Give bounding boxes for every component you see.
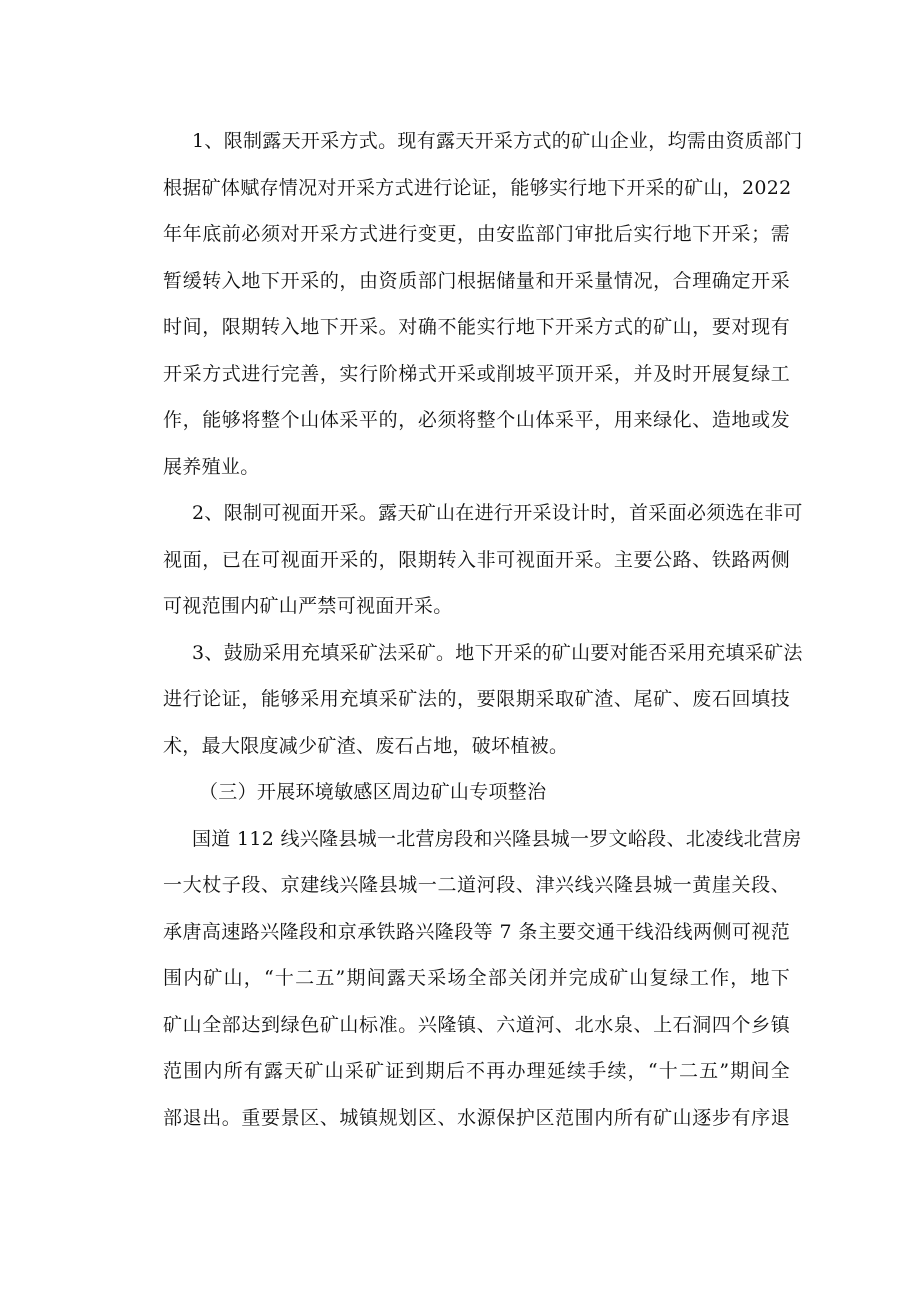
text-line: 可视范围内矿山严禁可视面开采。 xyxy=(163,595,453,617)
text-line: 2、限制可视面开采。露天矿山在进行开采设计时，首采面必须选在非可 xyxy=(192,502,803,524)
text-line: 承唐高速路兴隆段和京承铁路兴隆段等 7 条主要交通干线沿线两侧可视范 xyxy=(163,920,790,943)
section-heading xyxy=(134,769,790,816)
text-line: 1、限制露天开采方式。现有露天开采方式的矿山企业，均需由资质部门 xyxy=(192,130,803,152)
text-line: 作，能够将整个山体采平的，必须将整个山体采平，用来绿化、造地或发 xyxy=(163,409,790,431)
text-line: 时间，限期转入地下开采。对确不能实行地下开采方式的矿山，要对现有 xyxy=(163,316,790,338)
heading-text: （三）开展环境敏感区周边矿山专项整治 xyxy=(199,781,547,803)
text-line: 开采方式进行完善，实行阶梯式开采或削坡平顶开采，并及时开展复绿工 xyxy=(163,362,790,385)
text-line: 术，最大限度减少矿渣、废石占地，破坏植被。 xyxy=(163,734,569,757)
text-line: 3、鼓励采用充填采矿法采矿。地下开采的矿山要对能否采用充填采矿法 xyxy=(192,641,803,664)
text-line: 进行论证，能够采用充填采矿法的，要限期采取矿渣、尾矿、废石回填技 xyxy=(163,688,790,710)
text-line: 展养殖业。 xyxy=(163,455,260,478)
text-line: 视面，已在可视面开采的，限期转入非可视面开采。主要公路、铁路两侧 xyxy=(163,548,790,571)
text-line: 部退出。重要景区、城镇规划区、水源保护区范围内所有矿山逐步有序退 xyxy=(163,1106,790,1129)
paragraph-restrict-open-pit-mining xyxy=(134,118,803,490)
document-body xyxy=(134,118,803,1141)
text-line: 范围内所有露天矿山采矿证到期后不再办理延续手续，“十二五”期间全 xyxy=(163,1060,790,1082)
text-line: 根据矿体赋存情况对开采方式进行论证，能够实行地下开采的矿山，2022 xyxy=(163,176,792,199)
paragraph-sensitive-area-rectification xyxy=(134,816,802,1142)
text-line: 围内矿山，“十二五”期间露天采场全部关闭并完成矿山复绿工作，地下 xyxy=(163,967,790,989)
text-line: 暂缓转入地下开采的，由资质部门根据储量和开采量情况，合理确定开采 xyxy=(163,269,790,292)
paragraph-restrict-visible-face-mining xyxy=(134,490,803,630)
paragraph-encourage-backfill-mining xyxy=(134,630,803,770)
text-line: 一大杖子段、京建线兴隆县城一二道河段、津兴线兴隆县城一黄崖关段、 xyxy=(163,874,790,896)
text-line: 矿山全部达到绿色矿山标准。兴隆镇、六道河、北水泉、上石洞四个乡镇 xyxy=(163,1013,790,1036)
text-line: 国道 112 线兴隆县城一北营房段和兴隆县城一罗文峪段、北凌线北营房 xyxy=(192,827,802,850)
text-line: 年年底前必须对开采方式进行变更，由安监部门审批后实行地下开采；需 xyxy=(163,223,790,245)
